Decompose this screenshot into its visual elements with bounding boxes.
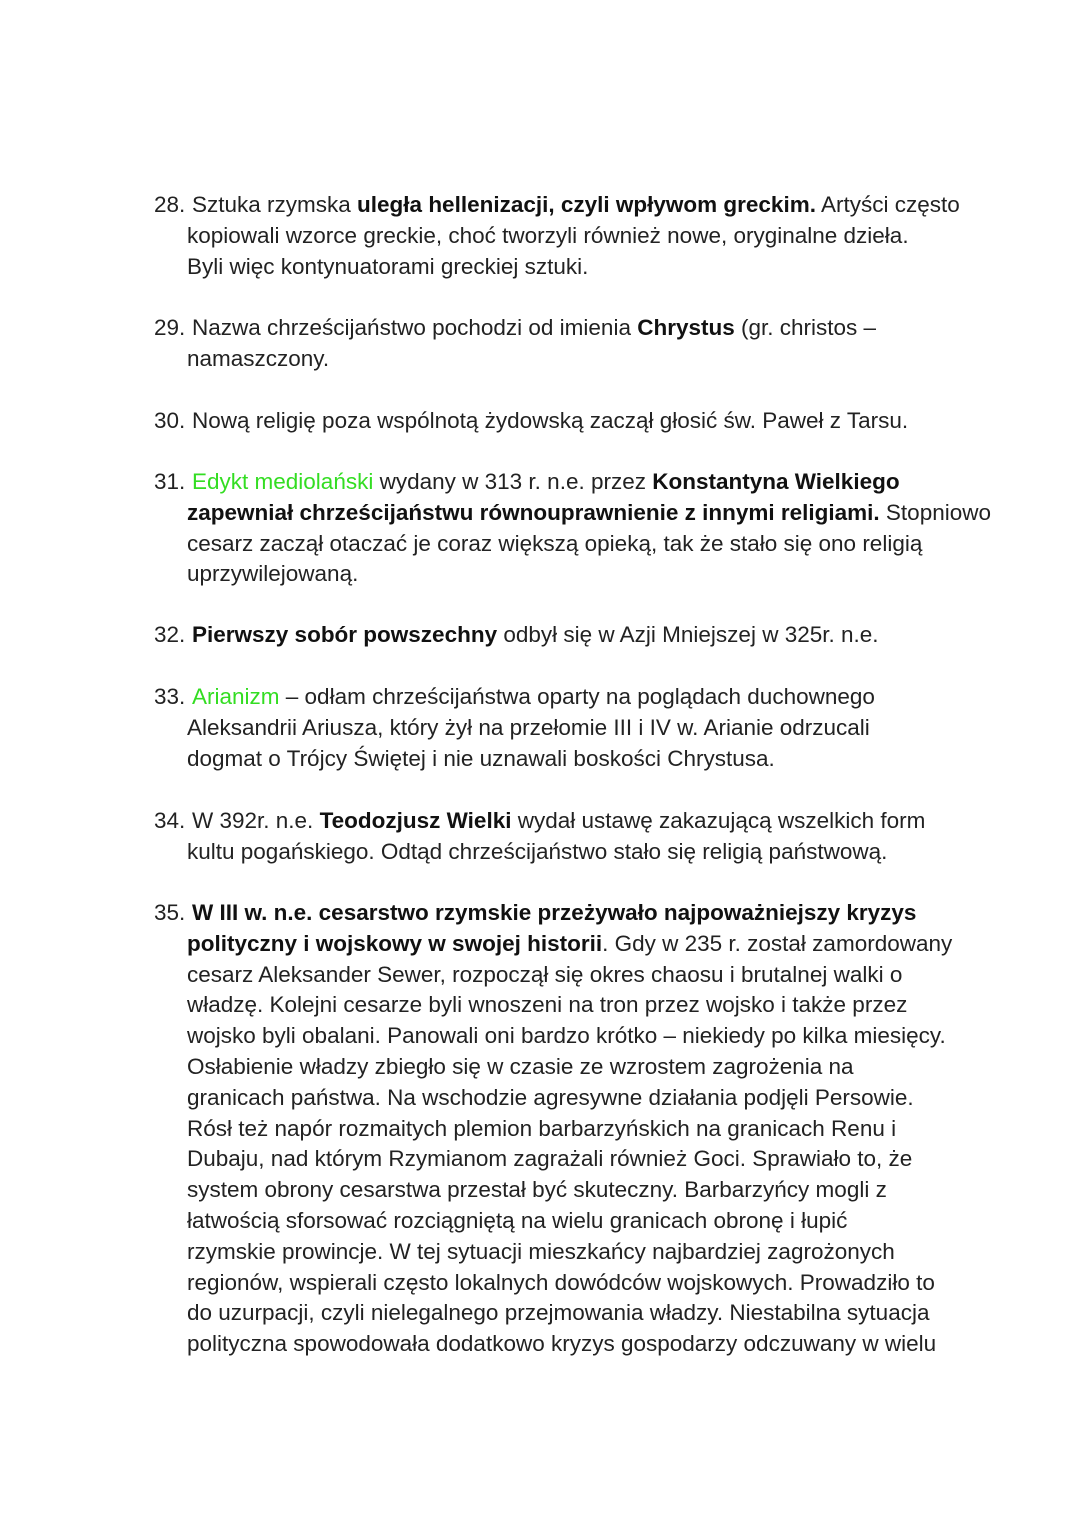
list-item-30	[154, 406, 964, 437]
text-line: system obrony cesarstwa przestał być skuteczny. Barbarzyńcy mogli z	[187, 1177, 887, 1203]
text-line: rzymskie prowincje. W tej sytuacji mieszkańcy najbardziej zagrożonych	[187, 1238, 895, 1264]
item-number: 34.	[154, 808, 186, 833]
list-item-31	[154, 467, 991, 590]
text-line: granicach państwa. Na wschodzie agresywne działania podjęli Persowie.	[187, 1084, 914, 1110]
text-line: namaszczony.	[187, 345, 330, 371]
bold-phrase: zapewniał chrześcijaństwu równouprawnienie z innymi religiami.	[187, 499, 880, 525]
list-item-32	[154, 620, 964, 651]
list-item-34	[154, 806, 964, 868]
text-line: polityczna spowodowała dodatkowo kryzys gospodarzy odczuwany w wielu	[187, 1331, 937, 1357]
text-line: Arianizm – odłam chrześcijaństwa oparty na poglądach duchownego	[192, 684, 875, 709]
text-line: do uzurpacji, czyli nielegalnego przejmowania władzy. Niestabilna sytuacja	[187, 1300, 930, 1326]
text-line: Edykt mediolański wydany w 313 r. n.e. przez Konstantyna Wielkiego	[192, 469, 900, 494]
bold-phrase: W III w. n.e. cesarstwo rzymskie przeżywało najpoważniejszy kryzys	[192, 900, 917, 925]
item-number: 33.	[154, 684, 186, 709]
text-line: uprzywilejowaną.	[187, 561, 359, 587]
text-line: Aleksandrii Ariusza, który żył na przełomie III i IV w. Arianie odrzucali	[187, 714, 870, 740]
bold-phrase: uległa hellenizacji, czyli wpływom greckim.	[357, 192, 816, 217]
text-line: Dubaju, nad którym Rzymianom zagrażali również Goci. Sprawiało to, że	[187, 1146, 913, 1172]
bold-phrase: Konstantyna Wielkiego	[652, 469, 900, 494]
text-line: wojsko byli obalani. Panowali oni bardzo krótko – niekiedy po kilka miesięcy.	[187, 1023, 946, 1049]
text-line: cesarz Aleksander Sewer, rozpoczął się okres chaosu i brutalnej walki o	[187, 961, 903, 987]
bold-phrase: Teodozjusz Wielki	[319, 808, 512, 833]
text-line: polityczny i wojskowy w swojej historii. Gdy w 235 r. został zamordowany	[187, 930, 953, 956]
text-line: Pierwszy sobór powszechny odbył się w Azji Mniejszej w 325r. n.e.	[192, 622, 879, 647]
text-line: Nazwa chrześcijaństwo pochodzi od imienia Chrystus (gr. christos –	[192, 315, 877, 340]
item-number: 35.	[154, 900, 186, 925]
green-term: Edykt mediolański	[192, 469, 374, 494]
item-number: 32.	[154, 622, 186, 647]
item-number: 28.	[154, 192, 186, 217]
text-line: Rósł też napór rozmaitych plemion barbarzyńskich na granicach Renu i	[187, 1115, 897, 1141]
item-number: 31.	[154, 469, 186, 494]
item-number: 30.	[154, 408, 186, 433]
text-line: Nową religię poza wspólnotą żydowską zaczął głosić św. Paweł z Tarsu.	[192, 408, 909, 433]
text-line	[154, 898, 964, 929]
bold-phrase: Chrystus	[637, 315, 735, 340]
text-line: W 392r. n.e. Teodozjusz Wielki wydał ustawę zakazującą wszelkich form	[192, 808, 926, 833]
text-line: kopiowali wzorce greckie, choć tworzyli również nowe, oryginalne dzieła.	[187, 222, 909, 248]
bold-phrase: Pierwszy sobór powszechny	[192, 622, 498, 647]
text-line: Byli więc kontynuatorami greckiej sztuki.	[187, 253, 589, 279]
text-line: regionów, wspierali często lokalnych dowódców wojskowych. Prowadziło to	[187, 1269, 935, 1295]
list-item-29	[154, 313, 964, 375]
text-line: dogmat o Trójcy Świętej i nie uznawali boskości Chrystusa.	[187, 745, 775, 771]
list-item-28	[154, 190, 964, 282]
text-line: Osłabienie władzy zbiegło się w czasie ze wzrostem zagrożenia na	[187, 1053, 854, 1079]
list-item-35	[154, 898, 964, 1360]
text-line: kultu pogańskiego. Odtąd chrześcijaństwo stało się religią państwową.	[187, 838, 888, 864]
text-line: łatwością sforsować rozciągniętą na wielu granicach obronę i łupić	[187, 1207, 848, 1233]
item-number: 29.	[154, 315, 186, 340]
text-line: cesarz zaczął otaczać je coraz większą opieką, tak że stało się ono religią	[187, 530, 923, 556]
text-line: Sztuka rzymska uległa hellenizacji, czyli wpływom greckim. Artyści często	[192, 192, 960, 217]
text-line: władzę. Kolejni cesarze byli wnoszeni na tron przez wojsko i także przez	[187, 992, 908, 1018]
list-item-33	[154, 682, 964, 774]
text-line: zapewniał chrześcijaństwu równouprawnienie z innymi religiami. Stopniowo	[187, 499, 991, 525]
green-term: Arianizm	[192, 684, 280, 709]
bold-phrase: polityczny i wojskowy w swojej historii	[187, 930, 603, 956]
